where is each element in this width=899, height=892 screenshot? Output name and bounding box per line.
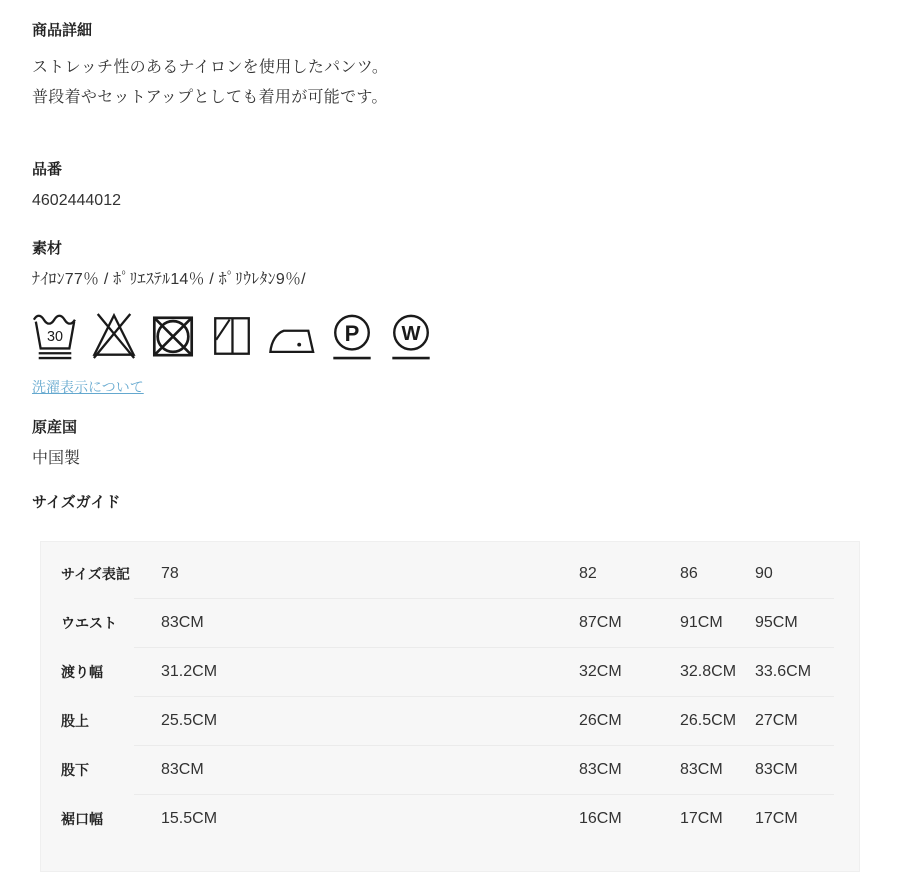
- size-value: 16CM: [579, 810, 622, 827]
- size-value: 32CM: [552, 648, 653, 697]
- product-description-line: ストレッチ性のあるナイロンを使用したパンツ。: [32, 59, 389, 76]
- section-title-material: 素材: [32, 240, 63, 257]
- wash-temp-label: 30: [47, 328, 63, 345]
- iron-low-heat-icon: [268, 311, 316, 361]
- size-value: 83CM: [653, 746, 728, 795]
- size-value: 33.6CM: [728, 648, 834, 697]
- size-row-label: 裾口幅: [61, 810, 103, 827]
- size-value: 17CM: [755, 810, 798, 827]
- table-row: [41, 697, 834, 746]
- size-value: 78: [134, 550, 552, 599]
- size-value: 83CM: [134, 746, 552, 795]
- size-value: 31.2CM: [134, 648, 552, 697]
- size-value: 83CM: [728, 746, 834, 795]
- size-guide-table: [41, 550, 834, 843]
- size-value: 90: [728, 550, 834, 599]
- table-row: [41, 550, 834, 599]
- origin-value: 中国製: [32, 450, 81, 467]
- product-description-line: 普段着やセットアップとしても着用が可能です。: [32, 89, 388, 106]
- size-row-label: 股上: [61, 713, 89, 729]
- size-value: 86: [653, 550, 728, 599]
- size-value: 95CM: [728, 599, 834, 648]
- size-value: 83CM: [134, 599, 552, 648]
- wet-clean-gentle-icon: [388, 311, 434, 361]
- care-label-link[interactable]: 洗濯表示について: [32, 379, 144, 395]
- size-value: 25.5CM: [134, 697, 552, 746]
- table-row: [41, 599, 834, 648]
- size-row-label: サイズ表記: [61, 566, 130, 583]
- do-not-bleach-icon: [91, 311, 137, 361]
- section-title-origin: 原産国: [32, 419, 78, 436]
- size-value: 32.8CM: [653, 648, 728, 697]
- dry-clean-letter: P: [344, 320, 360, 346]
- size-row-label: 渡り幅: [61, 664, 103, 680]
- section-title-product-details: 商品詳細: [32, 22, 93, 39]
- do-not-tumble-dry-icon: [150, 311, 196, 361]
- item-number-value: 4602444012: [32, 192, 121, 209]
- size-value: 15.5CM: [161, 810, 218, 827]
- section-title-size-guide: サイズガイド: [32, 494, 121, 511]
- size-value: 83CM: [552, 746, 653, 795]
- size-guide-panel: [40, 541, 860, 872]
- table-row: [41, 648, 834, 697]
- material-value: ﾅｲﾛﾝ77％ / ﾎﾟﾘｴｽﾃﾙ14％ / ﾎﾟﾘｳﾚﾀﾝ9％/: [32, 271, 306, 288]
- size-value: 26.5CM: [653, 697, 728, 746]
- size-table-body: [41, 550, 834, 843]
- section-title-item-number: 品番: [32, 161, 63, 178]
- table-row: [41, 746, 834, 795]
- wash-30-gentle-icon: [32, 311, 78, 361]
- dry-clean-gentle-icon: [329, 311, 375, 361]
- size-row-label: 股下: [61, 762, 89, 778]
- line-dry-in-shade-icon: [209, 311, 255, 361]
- care-symbols-row: [32, 311, 867, 361]
- table-row: [41, 795, 834, 844]
- size-value: 91CM: [653, 599, 728, 648]
- product-description: [32, 53, 867, 113]
- size-value: 82: [552, 550, 653, 599]
- size-value: 26CM: [552, 697, 653, 746]
- size-value: 17CM: [680, 810, 723, 827]
- size-value: 87CM: [552, 599, 653, 648]
- size-value: 27CM: [728, 697, 834, 746]
- wet-clean-letter: W: [401, 322, 421, 345]
- size-row-label: ウエスト: [61, 615, 117, 631]
